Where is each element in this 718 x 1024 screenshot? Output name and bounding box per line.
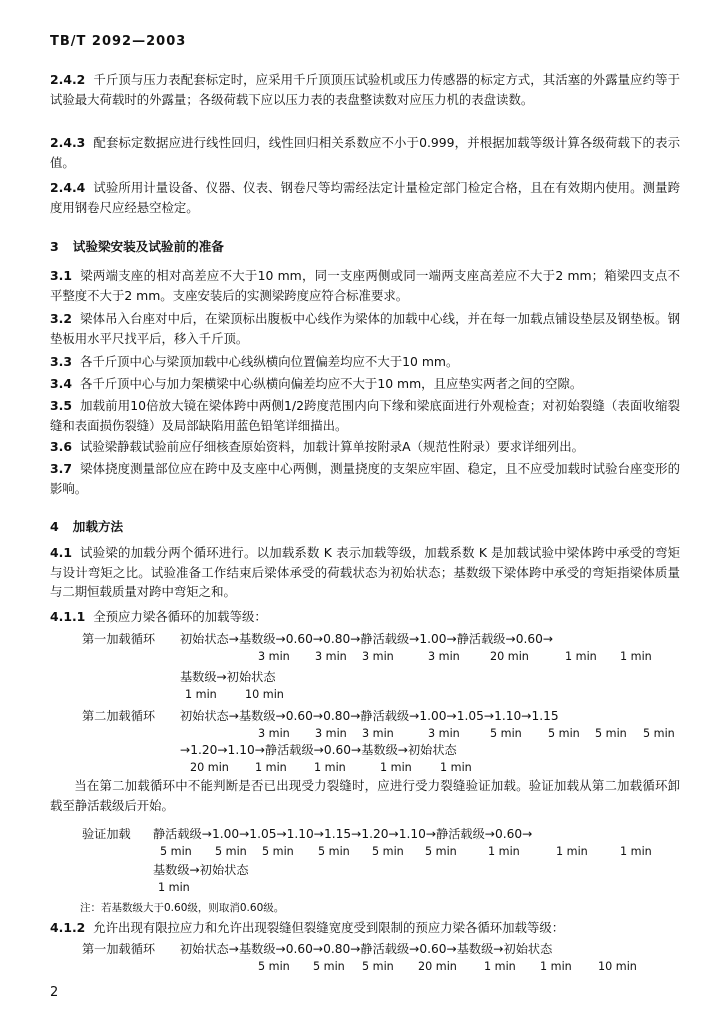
- duration-label: 5 min: [425, 845, 457, 858]
- section-title: 试验梁安装及试验前的准备: [72, 239, 224, 254]
- clause-2-4-2: [50, 70, 680, 109]
- verify-label: 验证加载: [82, 827, 131, 841]
- clause-number: 4.1: [50, 545, 72, 560]
- duration-label: 3 min: [428, 727, 460, 740]
- duration-label: 10 min: [245, 688, 284, 701]
- clause-3-4: [50, 374, 680, 394]
- clause-text: 各千斤顶中心与加力架横梁中心纵横向偏差均应不大于10 mm，且应垫实两者之间的空隙。: [79, 376, 583, 391]
- duration-label: 5 min: [318, 845, 350, 858]
- clause-text: 梁两端支座的相对高差应不大于10 mm，同一支座两侧或同一端两支座高差应不大于2 mm；箱梁四支点不平整度不大于2 mm。支座安装后的实测梁跨度应符合标准要求。: [50, 268, 680, 303]
- clause-number: 2.4.4: [50, 180, 86, 195]
- cycle-3-label: 第一加载循环: [82, 942, 156, 956]
- duration-label: 3 min: [362, 727, 394, 740]
- clause-number: 4.1.2: [50, 920, 86, 935]
- cycle-1-label: 第一加载循环: [82, 632, 156, 646]
- duration-label: 5 min: [262, 845, 294, 858]
- clause-number: 3.5: [50, 398, 72, 413]
- duration-label: 1 min: [540, 960, 572, 973]
- duration-label: 3 min: [362, 650, 394, 663]
- clause-number: 2.4.3: [50, 135, 86, 150]
- clause-text: 千斤顶与压力表配套标定时，应采用千斤顶顶压试验机或压力传感器的标定方式，其活塞的外露量应约等于试验最大荷载时的外露量；各级荷载下应以压力表的表盘整读数对应压力机的表盘读数。: [50, 72, 680, 107]
- duration-label: 1 min: [620, 845, 652, 858]
- duration-label: 1 min: [620, 650, 652, 663]
- duration-label: 5 min: [258, 960, 290, 973]
- duration-label: 1 min: [556, 845, 588, 858]
- duration-label: 1 min: [484, 960, 516, 973]
- clause-text: 梁体吊入台座对中后，在梁顶标出腹板中心线作为梁体的加载中心线，并在每一加载点铺设垫层及钢垫板。钢垫板用水平尺找平后，移入千斤顶。: [50, 311, 680, 346]
- cycle-2-sequence-line-1: 初始状态→基数级→0.60→0.80→静活载级→1.00→1.05→1.10→1.15: [180, 709, 559, 723]
- duration-label: 1 min: [488, 845, 520, 858]
- clause-number: 4.1.1: [50, 609, 86, 624]
- duration-label: 1 min: [565, 650, 597, 663]
- duration-label: 1 min: [255, 761, 287, 774]
- clause-text: 梁体挠度测量部位应在跨中及支座中心两侧，测量挠度的支架应牢固、稳定，且不应受加载时试验台座变形的影响。: [50, 461, 680, 496]
- duration-label: 5 min: [215, 845, 247, 858]
- clause-number: 2.4.2: [50, 72, 86, 87]
- duration-label: 1 min: [440, 761, 472, 774]
- clause-text: 试验所用计量设备、仪器、仪表、钢卷尺等均需经法定计量检定部门检定合格，且在有效期内使用。测量跨度用钢卷尺应经悬空检定。: [50, 180, 680, 215]
- page-number: 2: [50, 985, 59, 1000]
- clause-3-5: [50, 396, 680, 435]
- clause-2-4-4: [50, 178, 680, 217]
- section-4-heading: [50, 516, 123, 535]
- clause-4-1: [50, 543, 680, 602]
- duration-label: 20 min: [190, 761, 229, 774]
- cycle-2-label: 第二加载循环: [82, 709, 156, 723]
- verification-paragraph: [50, 776, 680, 815]
- clause-3-3: [50, 352, 680, 372]
- clause-text: 各千斤顶中心与梁顶加载中心线纵横向位置偏差均应不大于10 mm。: [79, 354, 459, 369]
- duration-label: 5 min: [372, 845, 404, 858]
- clause-number: 3.2: [50, 311, 72, 326]
- section-title: 加载方法: [72, 519, 124, 534]
- duration-label: 3 min: [428, 650, 460, 663]
- section-number: 3: [50, 239, 59, 254]
- cycle-1-sequence-line-1: 初始状态→基数级→0.60→0.80→静活载级→1.00→静活载级→0.60→: [180, 632, 554, 646]
- duration-label: 5 min: [595, 727, 627, 740]
- duration-label: 5 min: [313, 960, 345, 973]
- clause-number: 3.7: [50, 461, 72, 476]
- clause-2-4-3: [50, 133, 680, 172]
- clause-text: 加载前用10倍放大镜在梁体跨中两侧1/2跨度范围内向下缘和梁底面进行外观检查；对初始裂缝（表面收缩裂缝和表面损伤裂缝）及局部缺陷用蓝色铅笔详细描出。: [50, 398, 680, 433]
- duration-label: 3 min: [258, 650, 290, 663]
- duration-label: 1 min: [314, 761, 346, 774]
- clause-3-7: [50, 459, 680, 498]
- duration-label: 5 min: [160, 845, 192, 858]
- verify-sequence-line-2: 基数级→初始状态: [153, 863, 249, 877]
- clause-4-1-1: [50, 607, 680, 627]
- note: 注：若基数级大于0.60级，则取消0.60级。: [80, 902, 285, 914]
- clause-3-2: [50, 309, 680, 348]
- clause-number: 3.3: [50, 354, 72, 369]
- standard-header: TB/T 2092—2003: [50, 34, 187, 49]
- clause-text: 当在第二加载循环中不能判断是否已出现受力裂缝时，应进行受力裂缝验证加载。验证加载从第二加载循环卸载至静活载级后开始。: [50, 778, 680, 813]
- clause-3-6: [50, 437, 680, 457]
- duration-label: 3 min: [315, 650, 347, 663]
- duration-label: 5 min: [490, 727, 522, 740]
- clause-number: 3.1: [50, 268, 72, 283]
- duration-label: 1 min: [158, 881, 190, 894]
- verify-sequence-line-1: 静活载级→1.00→1.05→1.10→1.15→1.20→1.10→静活载级→0.60→: [153, 827, 533, 841]
- clause-number: 3.4: [50, 376, 72, 391]
- cycle-2-sequence-line-2: →1.20→1.10→静活载级→0.60→基数级→初始状态: [180, 743, 457, 757]
- section-number: 4: [50, 519, 59, 534]
- section-3-heading: [50, 236, 224, 255]
- clause-text: 配套标定数据应进行线性回归，线性回归相关系数应不小于0.999，并根据加载等级计算各级荷载下的表示值。: [50, 135, 680, 170]
- duration-label: 1 min: [185, 688, 217, 701]
- duration-label: 5 min: [643, 727, 675, 740]
- duration-label: 1 min: [380, 761, 412, 774]
- duration-label: 5 min: [362, 960, 394, 973]
- clause-number: 3.6: [50, 439, 72, 454]
- duration-label: 3 min: [315, 727, 347, 740]
- clause-text: 试验梁静载试验前应仔细核查原始资料，加载计算单按附录A（规范性附录）要求详细列出。: [79, 439, 585, 454]
- clause-4-1-2: [50, 918, 680, 938]
- clause-3-1: [50, 266, 680, 305]
- duration-label: 20 min: [418, 960, 457, 973]
- duration-label: 10 min: [598, 960, 637, 973]
- clause-text: 允许出现有限拉应力和允许出现裂缝但裂缝宽度受到限制的预应力梁各循环加载等级：: [93, 920, 565, 935]
- cycle-3-sequence-line-1: 初始状态→基数级→0.60→0.80→静活载级→0.60→基数级→初始状态: [180, 942, 553, 956]
- cycle-1-sequence-line-2: 基数级→初始状态: [180, 670, 276, 684]
- duration-label: 3 min: [258, 727, 290, 740]
- clause-text: 试验梁的加载分两个循环进行。以加载系数 K 表示加载等级，加载系数 K 是加载试验中梁体跨中承受的弯矩与设计弯矩之比。试验准备工作结束后梁体承受的荷载状态为初始状态；基数级下梁体跨中承受的弯矩指梁体质量与二期恒载质量对跨中弯矩之和。: [50, 545, 680, 599]
- clause-text: 全预应力梁各循环的加载等级：: [93, 609, 267, 624]
- duration-label: 5 min: [548, 727, 580, 740]
- duration-label: 20 min: [490, 650, 529, 663]
